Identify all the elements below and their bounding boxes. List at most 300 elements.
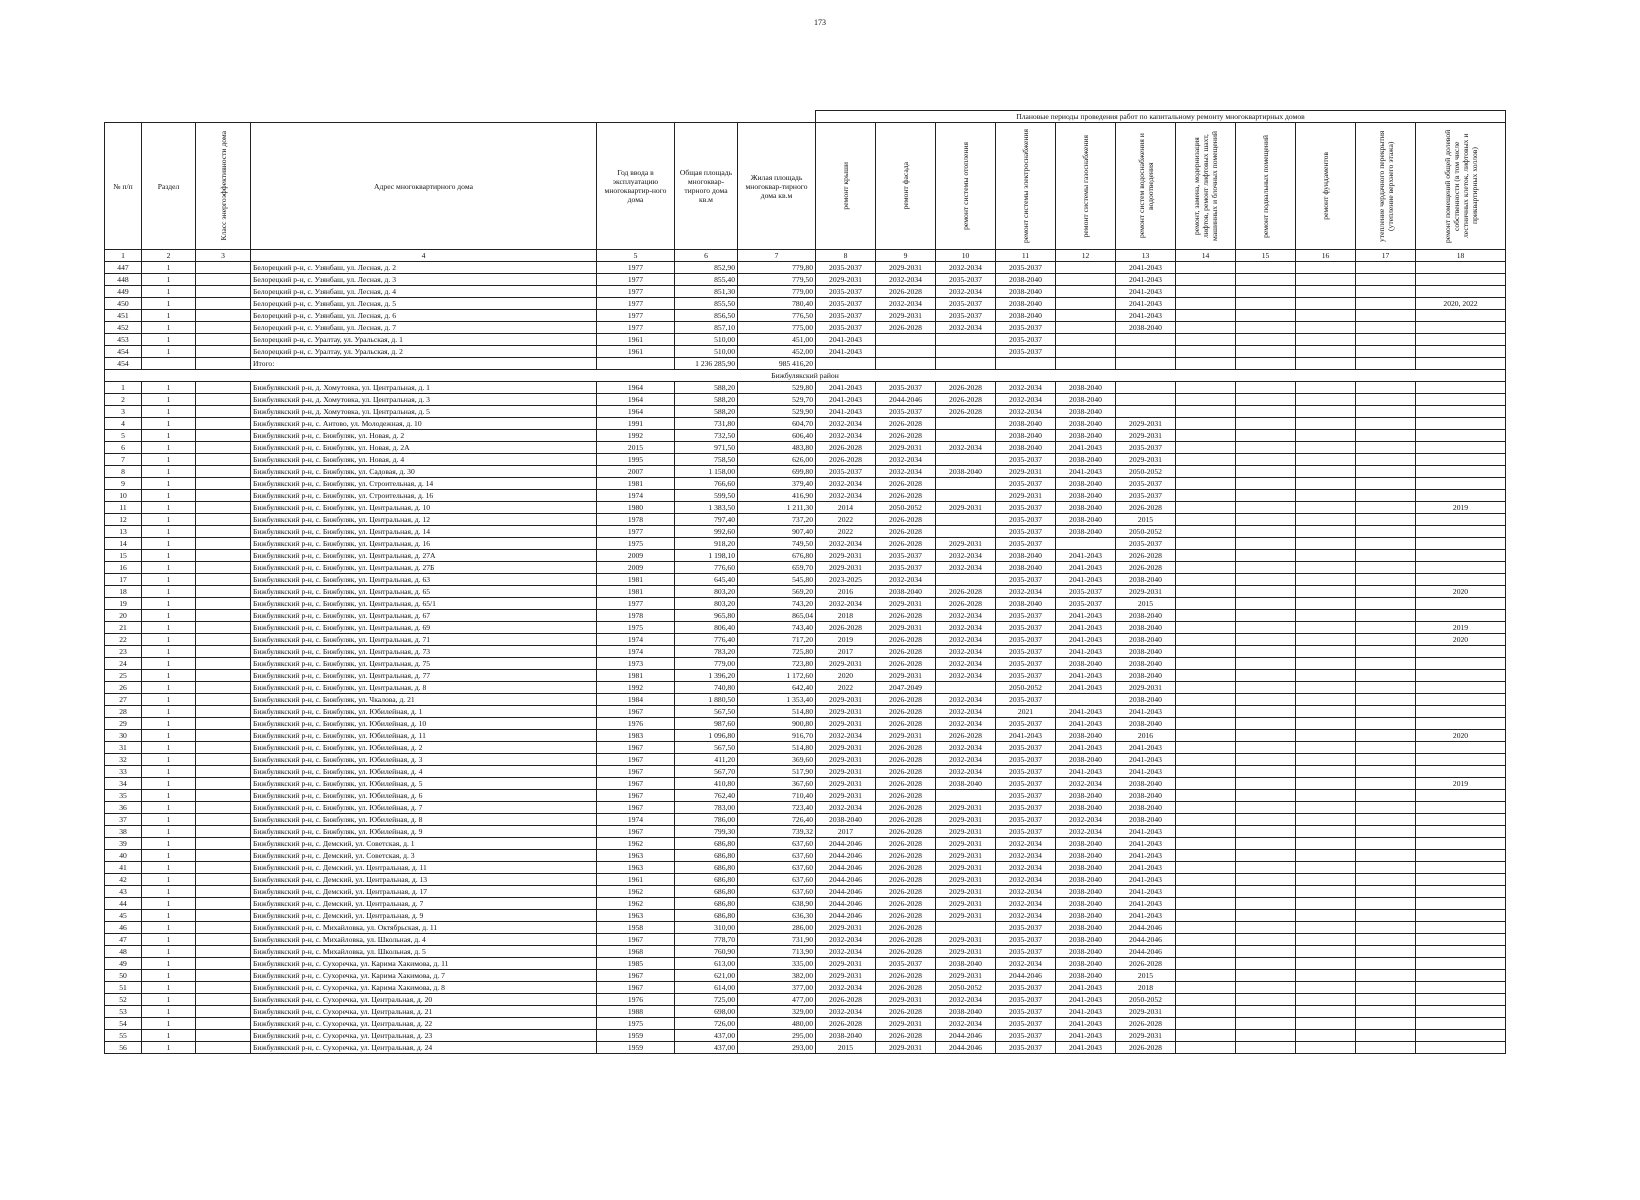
table-cell xyxy=(1416,526,1506,538)
column-header: Год ввода в эксплуатацию многоквартир-ного дома xyxy=(597,123,675,250)
table-cell: 11 xyxy=(105,502,142,514)
table-cell xyxy=(1416,670,1506,682)
table-cell: 732,50 xyxy=(675,430,738,442)
table-row xyxy=(105,646,1506,658)
table-cell: 41 xyxy=(105,862,142,874)
table-cell: 2038-2040 xyxy=(1056,526,1116,538)
table-cell: Бижбулякский р-н, с. Бижбуляк, ул. Строительная, д. 14 xyxy=(251,478,597,490)
table-cell: 2035-2037 xyxy=(996,478,1056,490)
table-cell: 686,80 xyxy=(675,850,738,862)
table-cell: 2029-2031 xyxy=(936,802,996,814)
table-cell: 2029-2031 xyxy=(936,502,996,514)
table-cell xyxy=(1236,334,1296,346)
table-cell: 2032-2034 xyxy=(936,610,996,622)
table-cell xyxy=(936,490,996,502)
table-cell: 1 xyxy=(142,898,196,910)
table-cell: 2026-2028 xyxy=(876,802,936,814)
table-cell xyxy=(1416,514,1506,526)
table-cell: Бижбулякский р-н, с. Бижбуляк, ул. Строительная, д. 16 xyxy=(251,490,597,502)
table-cell: 2038-2040 xyxy=(1116,814,1176,826)
table-cell xyxy=(1296,646,1356,658)
table-cell: 2029-2031 xyxy=(1116,454,1176,466)
table-cell: 2035-2037 xyxy=(876,406,936,418)
table-cell: 31 xyxy=(105,742,142,754)
table-cell: Бижбулякский р-н, с. Бижбуляк, ул. Юбилейная, д. 5 xyxy=(251,778,597,790)
total-cell xyxy=(816,358,876,370)
table-cell xyxy=(1296,286,1356,298)
table-cell: 34 xyxy=(105,778,142,790)
table-cell xyxy=(1416,310,1506,322)
table-row xyxy=(105,418,1506,430)
table-cell: 2029-2031 xyxy=(936,934,996,946)
table-cell: 2041-2043 xyxy=(1056,574,1116,586)
table-row xyxy=(105,382,1506,394)
table-cell xyxy=(1416,610,1506,622)
table-cell xyxy=(1296,886,1356,898)
table-cell: 2032-2034 xyxy=(1056,778,1116,790)
table-cell: 1 xyxy=(142,682,196,694)
table-cell xyxy=(1296,466,1356,478)
table-cell: 2029-2031 xyxy=(1116,1030,1176,1042)
table-cell: 449 xyxy=(105,286,142,298)
table-cell: 2018 xyxy=(816,610,876,622)
table-cell: 2029-2031 xyxy=(1116,1006,1176,1018)
table-cell: 2038-2040 xyxy=(1056,418,1116,430)
table-cell xyxy=(196,826,251,838)
table-cell: 965,80 xyxy=(675,610,738,622)
table-cell: 2032-2034 xyxy=(996,910,1056,922)
table-cell: 2020 xyxy=(1416,586,1506,598)
table-cell xyxy=(1356,598,1416,610)
table-cell: 2041-2043 xyxy=(1056,610,1116,622)
table-cell xyxy=(1056,298,1116,310)
table-cell xyxy=(1116,334,1176,346)
table-cell: 2038-2040 xyxy=(996,562,1056,574)
table-row xyxy=(105,754,1506,766)
table-cell: 1967 xyxy=(597,934,675,946)
table-cell: 2044-2046 xyxy=(816,886,876,898)
table-cell: 2041-2043 xyxy=(1116,742,1176,754)
table-cell: 1988 xyxy=(597,1006,675,1018)
table-cell: 2029-2031 xyxy=(876,622,936,634)
table-cell: 2026-2028 xyxy=(876,634,936,646)
table-cell: 776,40 xyxy=(675,634,738,646)
table-cell: 2038-2040 xyxy=(1056,850,1116,862)
table-cell xyxy=(1176,1042,1236,1054)
table-cell: 2044-2046 xyxy=(1116,922,1176,934)
table-cell: 2029-2031 xyxy=(936,910,996,922)
column-header: Общая площадь многоквар-тирного дома кв.м xyxy=(675,123,738,250)
table-cell: 637,60 xyxy=(738,850,816,862)
table-cell: Бижбулякский р-н, с. Бижбуляк, ул. Новая, д. 2 xyxy=(251,430,597,442)
table-cell xyxy=(1176,574,1236,586)
table-cell xyxy=(196,586,251,598)
table-cell: 1 xyxy=(142,430,196,442)
table-cell xyxy=(1416,754,1506,766)
table-cell: Бижбулякский р-н, с. Бижбуляк, ул. Центральная, д. 65 xyxy=(251,586,597,598)
table-cell xyxy=(1296,442,1356,454)
table-cell xyxy=(1116,346,1176,358)
table-row xyxy=(105,1018,1506,1030)
table-cell: 2050-2052 xyxy=(1116,526,1176,538)
table-cell: 2041-2043 xyxy=(816,382,876,394)
table-cell: 2023-2025 xyxy=(816,574,876,586)
column-header xyxy=(936,123,996,250)
table-cell: 636,30 xyxy=(738,910,816,922)
table-cell: 437,00 xyxy=(675,1030,738,1042)
table-cell: 2026-2028 xyxy=(876,778,936,790)
table-cell: 2035-2037 xyxy=(816,298,876,310)
table-cell xyxy=(196,562,251,574)
table-cell xyxy=(1176,874,1236,886)
table-cell xyxy=(196,754,251,766)
table-row xyxy=(105,514,1506,526)
table-cell: 2041-2043 xyxy=(1116,286,1176,298)
table-cell: 2041-2043 xyxy=(1056,622,1116,634)
table-cell: 2035-2037 xyxy=(1056,586,1116,598)
table-cell xyxy=(1296,970,1356,982)
table-cell: 2032-2034 xyxy=(936,634,996,646)
table-cell: 2032-2034 xyxy=(996,958,1056,970)
table-cell: 2032-2034 xyxy=(936,718,996,730)
table-cell: Бижбулякский р-н, с. Бижбуляк, ул. Центральная, д. 65/1 xyxy=(251,598,597,610)
table-row xyxy=(105,334,1506,346)
table-row xyxy=(105,862,1506,874)
table-cell: Белорецкий р-н, с. Уралтау, ул. Уральская, д. 2 xyxy=(251,346,597,358)
table-cell xyxy=(1356,958,1416,970)
table-cell: 1 xyxy=(142,994,196,1006)
table-cell xyxy=(1236,982,1296,994)
table-cell: 1 xyxy=(142,946,196,958)
table-cell: 2038-2040 xyxy=(996,430,1056,442)
table-total xyxy=(105,358,1506,370)
table-cell: 2032-2034 xyxy=(936,658,996,670)
table-cell: 2038-2040 xyxy=(1116,622,1176,634)
table-cell: 2026-2028 xyxy=(816,1018,876,1030)
table-cell: 35 xyxy=(105,790,142,802)
table-cell: 2038-2040 xyxy=(1056,514,1116,526)
table-cell: 916,70 xyxy=(738,730,816,742)
table-cell: 1974 xyxy=(597,490,675,502)
table-cell: 2038-2040 xyxy=(1056,934,1116,946)
table-cell: 806,40 xyxy=(675,622,738,634)
table-cell xyxy=(1236,1042,1296,1054)
table-cell: 38 xyxy=(105,826,142,838)
table-cell: 2032-2034 xyxy=(996,898,1056,910)
table-cell xyxy=(1296,598,1356,610)
table-cell: Бижбулякский р-н, с. Бижбуляк, ул. Центральная, д. 27А xyxy=(251,550,597,562)
table-body-belorecky xyxy=(105,262,1506,358)
table-cell: 1974 xyxy=(597,814,675,826)
table-cell xyxy=(196,610,251,622)
table-cell xyxy=(196,394,251,406)
table-cell: 2 xyxy=(105,394,142,406)
table-cell xyxy=(196,298,251,310)
table-cell xyxy=(936,334,996,346)
table-cell: 739,32 xyxy=(738,826,816,838)
table-cell xyxy=(1296,850,1356,862)
table-cell: Бижбулякский р-н, с. Демский, ул. Центральная, д. 17 xyxy=(251,886,597,898)
table-cell: Бижбулякский р-н, д. Хомутовка, ул. Центральная, д. 5 xyxy=(251,406,597,418)
total-cell: 985 416,20 xyxy=(738,358,816,370)
table-cell: 686,80 xyxy=(675,910,738,922)
table-cell: 2035-2037 xyxy=(996,814,1056,826)
table-cell xyxy=(1236,970,1296,982)
table-cell: 2038-2040 xyxy=(1056,802,1116,814)
table-cell: 731,90 xyxy=(738,934,816,946)
table-cell: 2041-2043 xyxy=(1056,766,1116,778)
table-cell xyxy=(196,946,251,958)
column-number-row xyxy=(105,250,1506,262)
table-cell: 2029-2031 xyxy=(876,262,936,274)
table-cell: 2029-2031 xyxy=(816,778,876,790)
table-cell: 2035-2037 xyxy=(1056,598,1116,610)
table-cell xyxy=(1356,382,1416,394)
table-cell: 604,70 xyxy=(738,418,816,430)
table-cell xyxy=(1356,682,1416,694)
column-header xyxy=(196,123,251,250)
table-cell xyxy=(1356,730,1416,742)
column-number: 8 xyxy=(816,250,876,262)
table-cell: 1 xyxy=(142,274,196,286)
table-row xyxy=(105,742,1506,754)
table-cell: 2035-2037 xyxy=(996,754,1056,766)
table-cell: 1 xyxy=(142,814,196,826)
table-cell: 2032-2034 xyxy=(816,490,876,502)
table-cell xyxy=(1416,562,1506,574)
table-cell xyxy=(1356,430,1416,442)
table-cell: 2044-2046 xyxy=(876,394,936,406)
table-cell: 3 xyxy=(105,406,142,418)
column-header-label: утепление чердачного перекрытия (утепление верхнего этажа) xyxy=(1376,130,1395,242)
table-cell: 2026-2028 xyxy=(876,742,936,754)
table-cell: 2026-2028 xyxy=(876,922,936,934)
table-cell xyxy=(1356,406,1416,418)
table-cell xyxy=(1416,334,1506,346)
table-cell: 13 xyxy=(105,526,142,538)
table-row xyxy=(105,298,1506,310)
table-cell: 2041-2043 xyxy=(1116,874,1176,886)
table-cell: 2009 xyxy=(597,562,675,574)
table-row xyxy=(105,1030,1506,1042)
table-cell: 2032-2034 xyxy=(936,646,996,658)
table-cell: 1 xyxy=(142,382,196,394)
table-cell xyxy=(1416,262,1506,274)
table-cell xyxy=(1296,298,1356,310)
table-cell: 410,80 xyxy=(675,778,738,790)
table-cell: 377,00 xyxy=(738,982,816,994)
table-cell xyxy=(1296,790,1356,802)
total-cell xyxy=(996,358,1056,370)
table-cell xyxy=(196,262,251,274)
table-cell xyxy=(1416,478,1506,490)
table-cell xyxy=(1176,1030,1236,1042)
table-cell xyxy=(1296,814,1356,826)
table-cell: Бижбулякский р-н, с. Бижбуляк, ул. Юбилейная, д. 3 xyxy=(251,754,597,766)
column-header-label: ремонт систем водоснабжения и водоотведения xyxy=(1136,133,1155,239)
table-cell: 2032-2034 xyxy=(936,322,996,334)
table-cell xyxy=(1176,826,1236,838)
table-cell xyxy=(1296,502,1356,514)
table-cell xyxy=(1236,490,1296,502)
table-cell xyxy=(1416,910,1506,922)
table-cell: Белорецкий р-н, с. Узянбаш, ул. Лесная, д. 4 xyxy=(251,286,597,298)
column-header xyxy=(876,123,936,250)
table-cell: 2044-2046 xyxy=(1116,934,1176,946)
table-cell xyxy=(1236,886,1296,898)
table-cell: 637,60 xyxy=(738,862,816,874)
table-cell xyxy=(1296,742,1356,754)
table-cell: Белорецкий р-н, с. Узянбаш, ул. Лесная, д. 5 xyxy=(251,298,597,310)
table-cell: 2032-2034 xyxy=(936,670,996,682)
table-cell: 725,00 xyxy=(675,994,738,1006)
table-cell: 2035-2037 xyxy=(996,514,1056,526)
table-cell: 2026-2028 xyxy=(876,1030,936,1042)
table-cell: 2032-2034 xyxy=(816,982,876,994)
table-cell: 43 xyxy=(105,886,142,898)
table-cell xyxy=(1296,682,1356,694)
table-cell: 758,50 xyxy=(675,454,738,466)
table-cell: 2038-2040 xyxy=(1056,430,1116,442)
table-cell: 2026-2028 xyxy=(816,442,876,454)
table-cell: 1 xyxy=(142,610,196,622)
table-cell: 12 xyxy=(105,514,142,526)
table-cell: 2038-2040 xyxy=(1116,802,1176,814)
table-cell xyxy=(1296,562,1356,574)
table-cell: 2041-2043 xyxy=(1056,1018,1116,1030)
table-cell xyxy=(1296,550,1356,562)
table-cell xyxy=(1236,550,1296,562)
table-cell: 1 xyxy=(142,754,196,766)
table-cell: 1 xyxy=(142,874,196,886)
table-cell: 454 xyxy=(105,346,142,358)
table-cell: Бижбулякский р-н, с. Бижбуляк, ул. Центральная, д. 75 xyxy=(251,658,597,670)
table-cell xyxy=(1176,466,1236,478)
table-cell xyxy=(1356,622,1416,634)
table-cell xyxy=(1236,730,1296,742)
table-cell: 2026-2028 xyxy=(816,994,876,1006)
table-cell: 2038-2040 xyxy=(996,298,1056,310)
table-cell xyxy=(1176,286,1236,298)
table-cell: 2035-2037 xyxy=(996,802,1056,814)
table-cell: 2032-2034 xyxy=(816,946,876,958)
table-cell: 2026-2028 xyxy=(1116,958,1176,970)
table-cell: 2029-2031 xyxy=(816,718,876,730)
table-cell xyxy=(1176,274,1236,286)
table-cell: 2035-2037 xyxy=(996,994,1056,1006)
table-cell xyxy=(1236,898,1296,910)
column-header-label: ремонт помещений общей долевой собственности (в том числе лестничных клеток, лифтовых и приквартирных холлов) xyxy=(1442,129,1479,243)
table-cell: 2041-2043 xyxy=(1056,982,1116,994)
table-cell xyxy=(1056,538,1116,550)
table-cell: 450 xyxy=(105,298,142,310)
table-cell: 686,80 xyxy=(675,898,738,910)
table-cell: 2038-2040 xyxy=(936,1006,996,1018)
table-cell xyxy=(1296,1018,1356,1030)
table-cell: 2038-2040 xyxy=(1056,454,1116,466)
table-cell: 569,20 xyxy=(738,586,816,598)
table-cell: 2035-2037 xyxy=(816,310,876,322)
table-cell: 416,90 xyxy=(738,490,816,502)
table-row xyxy=(105,730,1506,742)
table-cell: 1991 xyxy=(597,418,675,430)
table-cell xyxy=(1416,658,1506,670)
table-cell xyxy=(1236,454,1296,466)
table-row xyxy=(105,874,1506,886)
table-cell: 2026-2028 xyxy=(936,730,996,742)
table-cell: 779,80 xyxy=(738,262,816,274)
table-cell xyxy=(1056,274,1116,286)
table-cell: 2029-2031 xyxy=(876,598,936,610)
table-cell: 2020 xyxy=(816,670,876,682)
table-cell xyxy=(1416,394,1506,406)
table-cell xyxy=(196,286,251,298)
table-cell: Бижбулякский р-н, с. Бижбуляк, ул. Юбилейная, д. 1 xyxy=(251,706,597,718)
table-cell xyxy=(1356,946,1416,958)
table-cell: Белорецкий р-н, с. Узянбаш, ул. Лесная, д. 7 xyxy=(251,322,597,334)
table-cell: 2032-2034 xyxy=(936,1018,996,1030)
column-number: 17 xyxy=(1356,250,1416,262)
table-cell: 2032-2034 xyxy=(816,934,876,946)
table-cell xyxy=(196,982,251,994)
table-cell: 2038-2040 xyxy=(1056,754,1116,766)
table-cell xyxy=(196,862,251,874)
table-cell xyxy=(1356,814,1416,826)
column-number: 14 xyxy=(1176,250,1236,262)
table-cell xyxy=(196,874,251,886)
table-cell xyxy=(1416,874,1506,886)
table-cell: 1 xyxy=(142,970,196,982)
table-cell: 2015 xyxy=(816,1042,876,1054)
table-cell: 1 xyxy=(142,1030,196,1042)
table-cell: 15 xyxy=(105,550,142,562)
table-cell xyxy=(196,1006,251,1018)
table-cell: 2035-2037 xyxy=(1116,442,1176,454)
table-cell: 2029-2031 xyxy=(936,946,996,958)
table-cell xyxy=(1176,1006,1236,1018)
table-cell: 2035-2037 xyxy=(996,622,1056,634)
table-cell xyxy=(936,418,996,430)
table-cell: 23 xyxy=(105,646,142,658)
table-cell: 1 xyxy=(142,490,196,502)
table-cell xyxy=(1176,766,1236,778)
table-cell xyxy=(1176,958,1236,970)
table-cell: 2032-2034 xyxy=(996,886,1056,898)
table-cell: 2007 xyxy=(597,466,675,478)
table-cell xyxy=(196,670,251,682)
table-cell: 510,00 xyxy=(675,346,738,358)
table-cell xyxy=(1356,418,1416,430)
table-row xyxy=(105,694,1506,706)
table-cell: 1 xyxy=(142,922,196,934)
column-number: 11 xyxy=(996,250,1056,262)
table-cell: 2026-2028 xyxy=(876,946,936,958)
table-cell: 451 xyxy=(105,310,142,322)
table-cell: 1985 xyxy=(597,958,675,970)
table-cell: 799,30 xyxy=(675,826,738,838)
table-cell xyxy=(1356,694,1416,706)
table-cell: 2041-2043 xyxy=(1116,298,1176,310)
table-cell xyxy=(196,334,251,346)
table-cell: 2035-2037 xyxy=(996,1018,1056,1030)
table-cell: 686,80 xyxy=(675,838,738,850)
table-cell: 780,40 xyxy=(738,298,816,310)
table-cell: 2035-2037 xyxy=(996,634,1056,646)
table-cell: 2029-2031 xyxy=(1116,682,1176,694)
table-cell xyxy=(1176,670,1236,682)
table-cell xyxy=(1416,958,1506,970)
table-cell: 621,00 xyxy=(675,970,738,982)
